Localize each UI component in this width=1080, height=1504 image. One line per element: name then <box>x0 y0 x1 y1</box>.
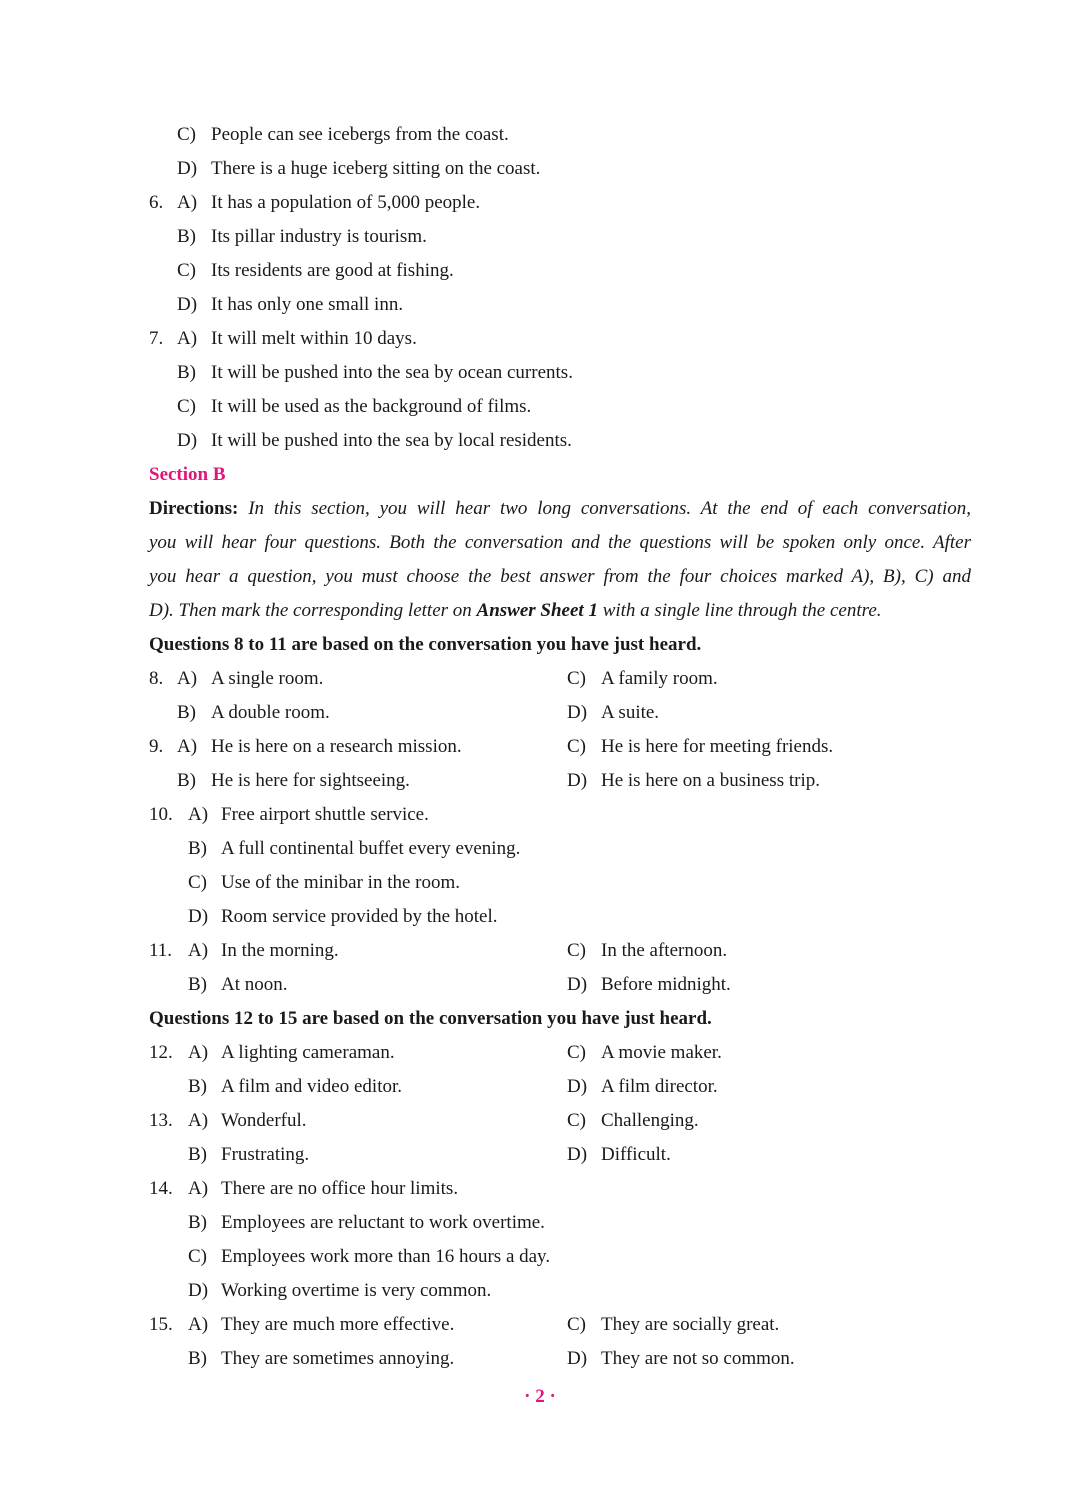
option-text: Use of the minibar in the room. <box>221 872 461 893</box>
question-group-heading: Questions 12 to 15 are based on the conversation you have just heard. <box>149 1008 712 1029</box>
option-text: It has only one small inn. <box>211 294 404 315</box>
option-text: A suite. <box>601 702 660 723</box>
option-text: Frustrating. <box>221 1144 310 1165</box>
question-number: 7. <box>149 328 164 349</box>
option-letter: A) <box>177 668 198 689</box>
option-line <box>0 866 1080 900</box>
option-text: Challenging. <box>601 1110 699 1131</box>
option-letter: A) <box>177 192 198 213</box>
option-text: Free airport shuttle service. <box>221 804 429 825</box>
option-text: They are sometimes annoying. <box>221 1348 455 1369</box>
option-text: There is a huge iceberg sitting on the coast. <box>211 158 541 179</box>
option-text: It has a population of 5,000 people. <box>211 192 481 213</box>
option-line <box>0 1138 1080 1172</box>
directions-text: In this section, you will hear two long conversations. At the end of each conversation, <box>248 498 971 519</box>
option-letter: A) <box>188 804 209 825</box>
option-letter: B) <box>188 838 207 859</box>
directions-line <box>149 594 971 628</box>
option-letter: C) <box>177 396 196 417</box>
option-letter: D) <box>177 158 198 179</box>
question-number: 12. <box>149 1042 173 1063</box>
question-number: 13. <box>149 1110 173 1131</box>
option-line <box>0 220 1080 254</box>
question-number: 14. <box>149 1178 173 1199</box>
option-text: He is here for meeting friends. <box>601 736 834 757</box>
option-text: A movie maker. <box>601 1042 722 1063</box>
option-text: Its residents are good at fishing. <box>211 260 454 281</box>
question-15 <box>0 1308 1080 1342</box>
directions-label: Directions: <box>149 498 239 519</box>
option-text: People can see icebergs from the coast. <box>211 124 509 145</box>
directions-line <box>149 492 971 526</box>
option-letter: B) <box>188 1144 207 1165</box>
option-text: A full continental buffet every evening. <box>221 838 521 859</box>
option-text: Working overtime is very common. <box>221 1280 492 1301</box>
option-letter: D) <box>177 294 198 315</box>
option-letter: B) <box>177 702 196 723</box>
option-text: It will be pushed into the sea by local residents. <box>211 430 572 451</box>
option-letter: A) <box>188 940 209 961</box>
option-text: They are much more effective. <box>221 1314 455 1335</box>
option-text: There are no office hour limits. <box>221 1178 459 1199</box>
option-text: Wonderful. <box>221 1110 307 1131</box>
question-8 <box>0 662 1080 696</box>
option-text: In the morning. <box>221 940 339 961</box>
option-line <box>0 118 1080 152</box>
directions-line: you hear a question, you must choose the best answer from the four choices marked A), B), C) and <box>149 566 971 587</box>
option-line <box>0 288 1080 322</box>
option-text: In the afternoon. <box>601 940 728 961</box>
directions-text: with a single line through the centre. <box>602 600 882 621</box>
exam-page-content <box>0 118 1080 1376</box>
option-line <box>0 152 1080 186</box>
option-line <box>0 1070 1080 1104</box>
option-letter: D) <box>567 1144 588 1165</box>
option-line <box>0 356 1080 390</box>
option-line <box>0 254 1080 288</box>
option-line <box>0 900 1080 934</box>
option-text: A film director. <box>601 1076 718 1097</box>
option-text: A lighting cameraman. <box>221 1042 395 1063</box>
option-letter: B) <box>177 362 196 383</box>
option-letter: D) <box>188 906 209 927</box>
question-7 <box>0 322 1080 356</box>
option-letter: A) <box>188 1178 209 1199</box>
question-13 <box>0 1104 1080 1138</box>
question-6 <box>0 186 1080 220</box>
option-line <box>0 764 1080 798</box>
option-letter: B) <box>188 1212 207 1233</box>
option-letter: C) <box>177 260 196 281</box>
question-number: 10. <box>149 804 173 825</box>
option-letter: C) <box>567 1314 586 1335</box>
directions-paragraph <box>0 492 1080 628</box>
option-text: It will be pushed into the sea by ocean currents. <box>211 362 573 383</box>
question-number: 11. <box>149 940 173 961</box>
option-letter: B) <box>188 1076 207 1097</box>
option-letter: D) <box>177 430 198 451</box>
question-number: 6. <box>149 192 164 213</box>
option-letter: B) <box>177 226 196 247</box>
option-text: It will melt within 10 days. <box>211 328 417 349</box>
option-text: A double room. <box>211 702 330 723</box>
option-text: They are socially great. <box>601 1314 780 1335</box>
question-10 <box>0 798 1080 832</box>
option-letter: B) <box>177 770 196 791</box>
option-letter: C) <box>177 124 196 145</box>
option-line <box>0 832 1080 866</box>
question-12 <box>0 1036 1080 1070</box>
option-letter: C) <box>567 940 586 961</box>
directions-text: D). Then mark the corresponding letter on <box>149 600 472 621</box>
option-letter: B) <box>188 974 207 995</box>
option-letter: D) <box>567 702 588 723</box>
page-number: · 2 · <box>524 1386 556 1407</box>
question-number: 15. <box>149 1314 173 1335</box>
option-line <box>0 1274 1080 1308</box>
option-letter: A) <box>188 1314 209 1335</box>
question-11 <box>0 934 1080 968</box>
option-letter: C) <box>567 736 586 757</box>
option-letter: A) <box>177 328 198 349</box>
option-text: Room service provided by the hotel. <box>221 906 498 927</box>
question-9 <box>0 730 1080 764</box>
option-letter: C) <box>567 668 586 689</box>
option-line <box>0 390 1080 424</box>
option-letter: C) <box>188 1246 207 1267</box>
option-line <box>0 1206 1080 1240</box>
option-text: Before midnight. <box>601 974 731 995</box>
option-line <box>0 424 1080 458</box>
option-line <box>0 1240 1080 1274</box>
option-text: A single room. <box>211 668 324 689</box>
option-text: He is here on a business trip. <box>601 770 820 791</box>
option-letter: A) <box>188 1110 209 1131</box>
answer-sheet-label: Answer Sheet 1 <box>476 600 598 621</box>
section-title: Section B <box>149 464 226 485</box>
option-text: A film and video editor. <box>221 1076 403 1097</box>
question-number: 9. <box>149 736 164 757</box>
option-text: They are not so common. <box>601 1348 795 1369</box>
question-14 <box>0 1172 1080 1206</box>
option-line <box>0 968 1080 1002</box>
option-text: He is here on a research mission. <box>211 736 462 757</box>
option-letter: C) <box>567 1110 586 1131</box>
question-number: 8. <box>149 668 164 689</box>
option-text: It will be used as the background of films. <box>211 396 532 417</box>
option-letter: D) <box>567 770 588 791</box>
question-group-heading: Questions 8 to 11 are based on the conversation you have just heard. <box>149 634 702 655</box>
option-letter: B) <box>188 1348 207 1369</box>
option-text: Employees work more than 16 hours a day. <box>221 1246 551 1267</box>
option-text: At noon. <box>221 974 288 995</box>
option-letter: A) <box>177 736 198 757</box>
option-letter: C) <box>567 1042 586 1063</box>
option-line <box>0 696 1080 730</box>
option-letter: C) <box>188 872 207 893</box>
option-text: Its pillar industry is tourism. <box>211 226 427 247</box>
option-letter: D) <box>188 1280 209 1301</box>
option-letter: D) <box>567 1348 588 1369</box>
option-letter: D) <box>567 974 588 995</box>
directions-line: you will hear four questions. Both the conversation and the questions will be spoken only once. After <box>149 532 971 553</box>
option-text: He is here for sightseeing. <box>211 770 410 791</box>
option-line <box>0 1342 1080 1376</box>
option-text: A family room. <box>601 668 718 689</box>
option-text: Difficult. <box>601 1144 671 1165</box>
option-letter: A) <box>188 1042 209 1063</box>
option-text: Employees are reluctant to work overtime. <box>221 1212 545 1233</box>
option-letter: D) <box>567 1076 588 1097</box>
